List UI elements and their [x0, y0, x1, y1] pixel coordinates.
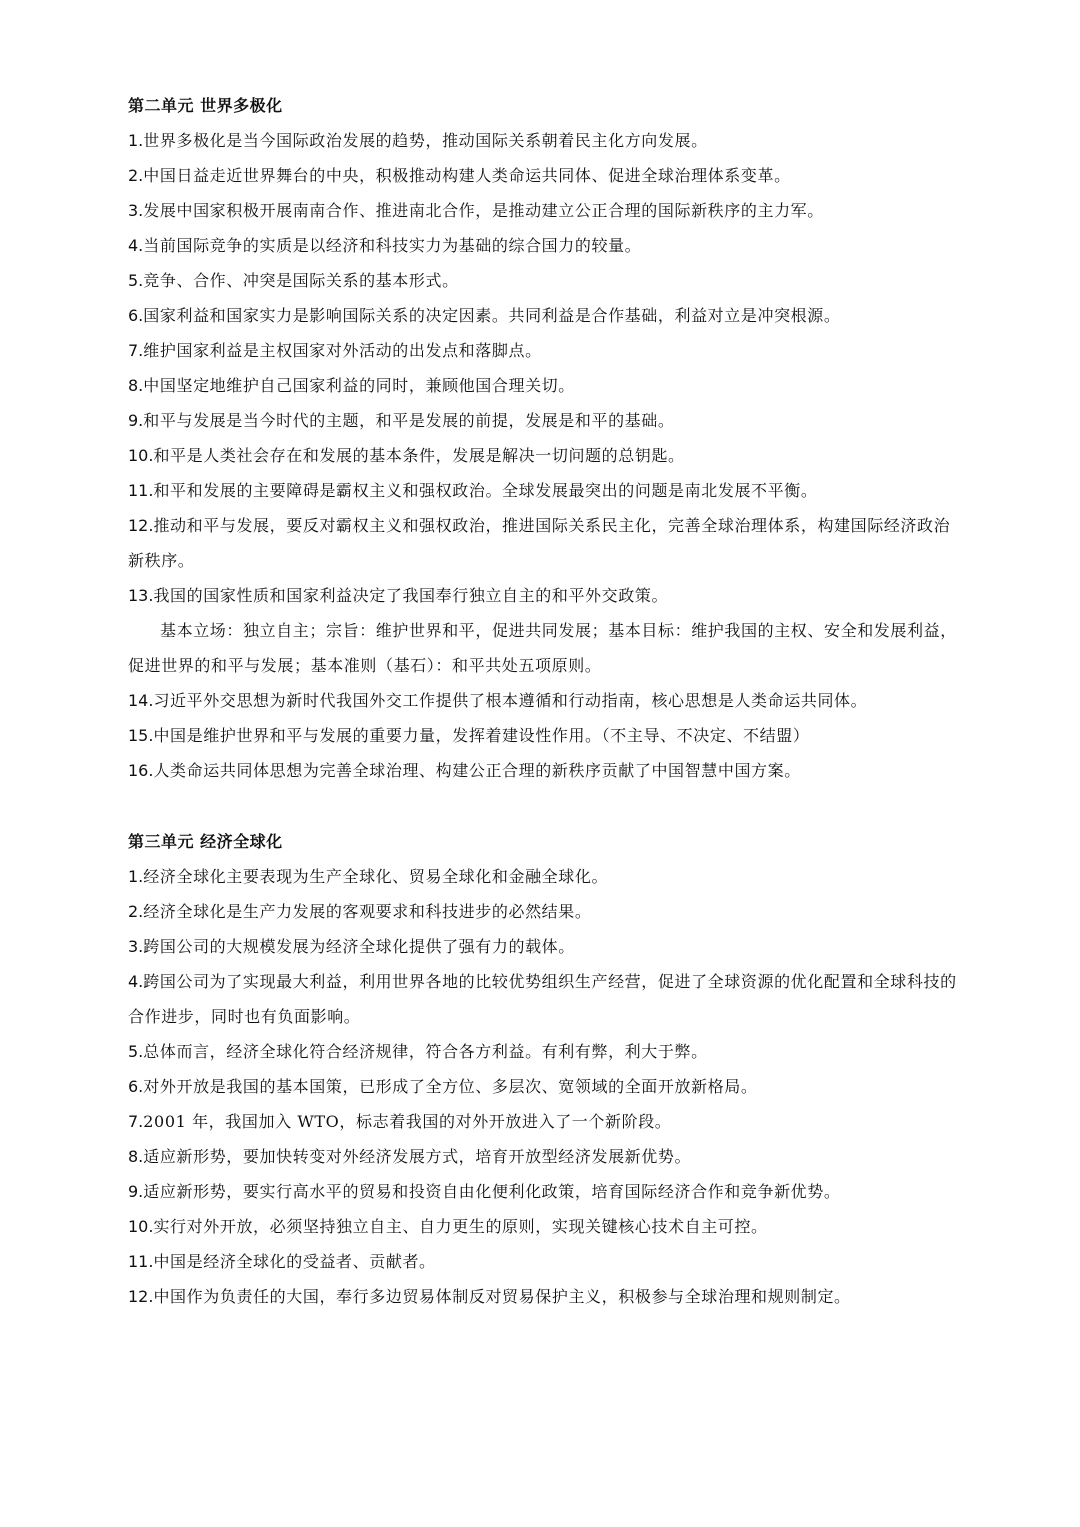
- list-item: 7.2001 年，我国加入 WTO，标志着我国的对外开放进入了一个新阶段。: [128, 1112, 672, 1131]
- list-item: 12.推动和平与发展，要反对霸权主义和强权政治，推进国际关系民主化，完善全球治理体系，构建国际经济政治新秩序。: [128, 516, 951, 570]
- list-item: 12.中国作为负责任的大国，奉行多边贸易体制反对贸易保护主义，积极参与全球治理和规则制定。: [128, 1287, 851, 1306]
- item-13-detail: 基本立场：独立自主；宗旨：维护世界和平，促进共同发展；基本目标：维护我国的主权、安全和发展利益，促进世界的和平与发展；基本准则（基石）：和平共处五项原则。: [128, 621, 957, 675]
- unit-3-title: 第三单元 经济全球化: [128, 832, 283, 851]
- list-item: 6.国家利益和国家实力是影响国际关系的决定因素。共同利益是合作基础，利益对立是冲突根源。: [128, 306, 841, 325]
- list-item: 10.和平是人类社会存在和发展的基本条件，发展是解决一切问题的总钥匙。: [128, 446, 685, 465]
- list-item: 8.适应新形势，要加快转变对外经济发展方式，培育开放型经济发展新优势。: [128, 1147, 692, 1166]
- list-item: 1.经济全球化主要表现为生产全球化、贸易全球化和金融全球化。: [128, 867, 609, 886]
- list-item: 9.和平与发展是当今时代的主题，和平是发展的前提，发展是和平的基础。: [128, 411, 675, 430]
- list-item: 8.中国坚定地维护自己国家利益的同时，兼顾他国合理关切。: [128, 376, 575, 395]
- list-item: 13.我国的国家性质和国家利益决定了我国奉行独立自主的和平外交政策。: [128, 586, 669, 605]
- list-item: 11.和平和发展的主要障碍是霸权主义和强权政治。全球发展最突出的问题是南北发展不平衡。: [128, 481, 818, 500]
- unit-2-list: [128, 123, 968, 788]
- unit-3-list: [128, 859, 968, 1314]
- list-item: 6.对外开放是我国的基本国策，已形成了全方位、多层次、宽领域的全面开放新格局。: [128, 1077, 758, 1096]
- document-page: [128, 88, 968, 1314]
- unit-2-title: 第二单元 世界多极化: [128, 96, 283, 115]
- list-item: 1.世界多极化是当今国际政治发展的趋势，推动国际关系朝着民主化方向发展。: [128, 131, 708, 150]
- list-item: 4.当前国际竞争的实质是以经济和科技实力为基础的综合国力的较量。: [128, 236, 642, 255]
- unit-3-section: [128, 824, 968, 1314]
- list-item: 3.跨国公司的大规模发展为经济全球化提供了强有力的载体。: [128, 937, 575, 956]
- list-item: 3.发展中国家积极开展南南合作、推进南北合作，是推动建立公正合理的国际新秩序的主力军。: [128, 201, 824, 220]
- list-item: 4.跨国公司为了实现最大利益，利用世界各地的比较优势组织生产经营，促进了全球资源的优化配置和全球科技的合作进步，同时也有负面影响。: [128, 972, 957, 1026]
- list-item: 2.中国日益走近世界舞台的中央，积极推动构建人类命运共同体、促进全球治理体系变革。: [128, 166, 791, 185]
- list-item: 2.经济全球化是生产力发展的客观要求和科技进步的必然结果。: [128, 902, 592, 921]
- unit-2-section: [128, 88, 968, 788]
- list-item: 16.人类命运共同体思想为完善全球治理、构建公正合理的新秩序贡献了中国智慧中国方案。: [128, 761, 801, 780]
- list-item: 15.中国是维护世界和平与发展的重要力量，发挥着建设性作用。（不主导、不决定、不结盟）: [128, 726, 810, 745]
- list-item: 11.中国是经济全球化的受益者、贡献者。: [128, 1252, 436, 1271]
- list-item: 7.维护国家利益是主权国家对外活动的出发点和落脚点。: [128, 341, 542, 360]
- list-item: 5.竞争、合作、冲突是国际关系的基本形式。: [128, 271, 459, 290]
- list-item: 9.适应新形势，要实行高水平的贸易和投资自由化便利化政策，培育国际经济合作和竞争新优势。: [128, 1182, 841, 1201]
- list-item: 10.实行对外开放，必须坚持独立自主、自力更生的原则，实现关键核心技术自主可控。: [128, 1217, 768, 1236]
- list-item: 5.总体而言，经济全球化符合经济规律，符合各方利益。有利有弊，利大于弊。: [128, 1042, 708, 1061]
- list-item: 14.习近平外交思想为新时代我国外交工作提供了根本遵循和行动指南，核心思想是人类命运共同体。: [128, 691, 868, 710]
